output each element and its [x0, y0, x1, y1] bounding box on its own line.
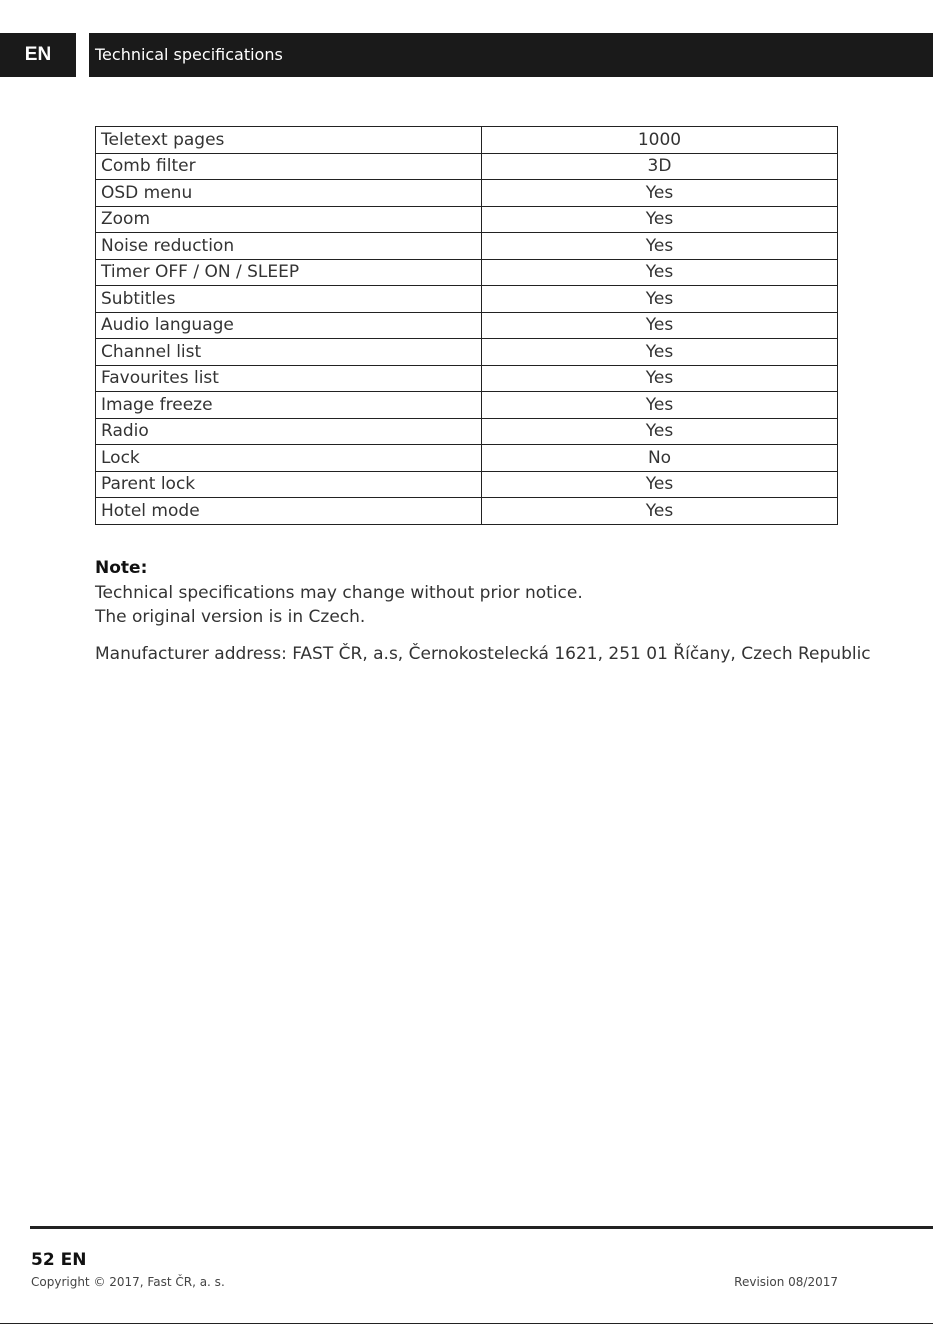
note-line-1: Technical specifications may change without prior notice. [95, 583, 583, 603]
spec-label: Subtitles [96, 286, 482, 313]
spec-label: Teletext pages [96, 127, 482, 154]
spec-value: Yes [482, 365, 838, 392]
spec-label: Channel list [96, 339, 482, 366]
spec-label: Favourites list [96, 365, 482, 392]
table-row [96, 312, 838, 339]
spec-value: Yes [482, 286, 838, 313]
spec-value: 1000 [482, 127, 838, 154]
spec-label: Timer OFF / ON / SLEEP [96, 259, 482, 286]
header-separator [76, 33, 89, 77]
table-row [96, 180, 838, 207]
spec-value: Yes [482, 471, 838, 498]
spec-label: Zoom [96, 206, 482, 233]
note-line-2: The original version is in Czech. [95, 607, 366, 627]
table-row [96, 259, 838, 286]
spec-value: Yes [482, 312, 838, 339]
spec-value: No [482, 445, 838, 472]
spec-value: Yes [482, 206, 838, 233]
spec-label: Noise reduction [96, 233, 482, 260]
spec-value: Yes [482, 339, 838, 366]
footer-divider [30, 1226, 933, 1229]
spec-value: 3D [482, 153, 838, 180]
table-row [96, 392, 838, 419]
spec-label: Hotel mode [96, 498, 482, 525]
spec-label: Image freeze [96, 392, 482, 419]
table-row [96, 498, 838, 525]
spec-value: Yes [482, 259, 838, 286]
page-number: 52 EN [31, 1250, 87, 1270]
spec-label: Lock [96, 445, 482, 472]
table-row [96, 153, 838, 180]
table-row [96, 127, 838, 154]
table-row [96, 286, 838, 313]
table-row [96, 233, 838, 260]
specifications-table [95, 126, 838, 525]
table-row [96, 206, 838, 233]
table-row [96, 365, 838, 392]
spec-value: Yes [482, 180, 838, 207]
copyright-text: Copyright © 2017, Fast ČR, a. s. [31, 1275, 225, 1289]
spec-label: Comb filter [96, 153, 482, 180]
table-row [96, 418, 838, 445]
spec-value: Yes [482, 392, 838, 419]
language-badge: EN [24, 44, 52, 65]
table-row [96, 471, 838, 498]
spec-label: Parent lock [96, 471, 482, 498]
spec-label: Radio [96, 418, 482, 445]
spec-value: Yes [482, 418, 838, 445]
note-heading: Note: [95, 558, 148, 578]
revision-text: Revision 08/2017 [734, 1275, 838, 1289]
section-title: Technical specifications [95, 45, 283, 64]
header-bar [0, 33, 933, 77]
table-row [96, 339, 838, 366]
spec-label: OSD menu [96, 180, 482, 207]
table-row [96, 445, 838, 472]
manufacturer-address: Manufacturer address: FAST ČR, a.s, Černokostelecká 1621, 251 01 Říčany, Czech Republic [95, 644, 871, 664]
spec-value: Yes [482, 498, 838, 525]
spec-label: Audio language [96, 312, 482, 339]
spec-value: Yes [482, 233, 838, 260]
